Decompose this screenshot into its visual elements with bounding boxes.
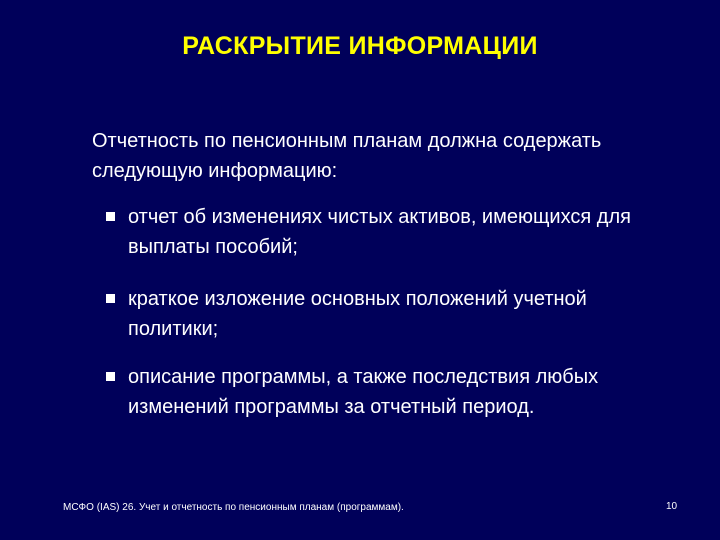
slide-title: РАСКРЫТИЕ ИНФОРМАЦИИ xyxy=(182,32,538,60)
square-bullet-icon xyxy=(106,294,115,303)
intro-text: Отчетность по пенсионным планам должна содержать следующую информацию: xyxy=(92,130,602,182)
bullet-text: описание программы, а также последствия любых изменений программы за отчетный период. xyxy=(128,366,599,418)
bullet-text: отчет об изменениях чистых активов, имеющихся для выплаты пособий; xyxy=(128,206,631,258)
page-number: 10 xyxy=(666,501,678,512)
bullet-text: краткое изложение основных положений учетной политики; xyxy=(128,288,587,340)
footer-text: МСФО (IAS) 26. Учет и отчетность по пенсионным планам (программам). xyxy=(63,502,404,513)
square-bullet-icon xyxy=(106,212,115,221)
square-bullet-icon xyxy=(106,372,115,381)
